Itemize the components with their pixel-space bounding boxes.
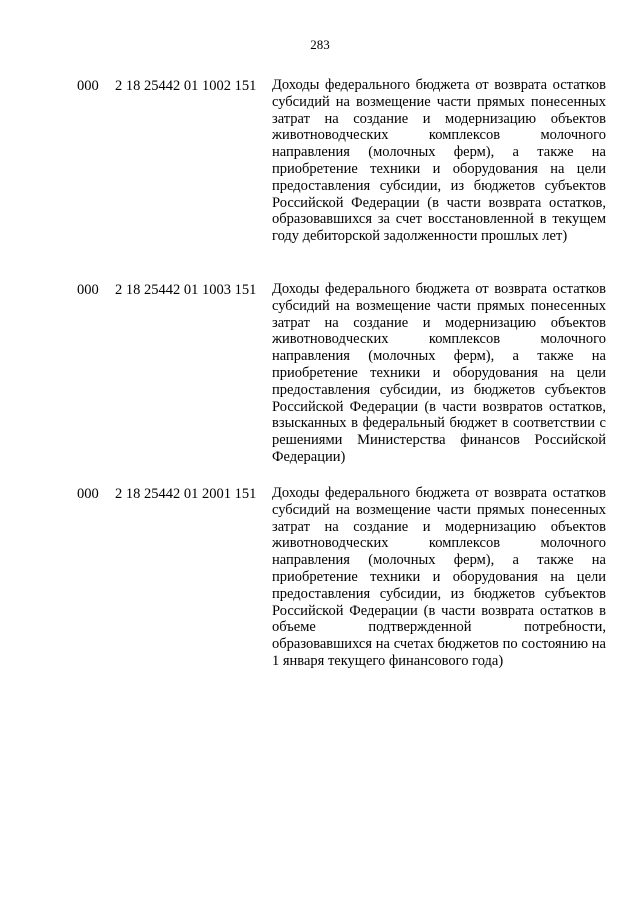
table-row — [0, 485, 640, 675]
kbk-code: 2 18 25442 01 1002 151 — [115, 78, 257, 94]
kbk-code: 2 18 25442 01 2001 151 — [115, 486, 257, 502]
income-description: Доходы федерального бюджета от возврата остатков субсидий на возмещение части прямых понесенных затрат на создание и модернизацию объектов животноводческих комплексов молочного направления (молочных ферм), а также на приобретение техники и оборудования на цели предоставления субсидии, из бюджетов субъектов Российской Федерации (в части возврата остатков в объеме подтвержденной потребности, образовавшихся на счетах бюджетов по состоянию на 1 января текущего финансового года) — [272, 485, 606, 669]
admin-code: 000 — [77, 282, 99, 298]
admin-code: 000 — [77, 486, 99, 502]
kbk-code: 2 18 25442 01 1003 151 — [115, 282, 257, 298]
classification-table — [0, 77, 640, 689]
table-row — [0, 77, 640, 267]
income-description: Доходы федерального бюджета от возврата остатков субсидий на возмещение части прямых понесенных затрат на создание и модернизацию объектов животноводческих комплексов молочного направления (молочных ферм), а также на приобретение техники и оборудования на цели предоставления субсидии, из бюджетов субъектов Российской Федерации (в части возврата остатков, образовавшихся за счет восстановленной в текущем году дебиторской задолженности прошлых лет) — [272, 77, 606, 245]
table-row — [0, 281, 640, 471]
admin-code: 000 — [77, 78, 99, 94]
page-number: 283 — [310, 37, 330, 52]
income-description: Доходы федерального бюджета от возврата остатков субсидий на возмещение части прямых понесенных затрат на создание и модернизацию объектов животноводческих комплексов молочного направления (молочных ферм), а также на приобретение техники и оборудования на цели предоставления субсидии, из бюджетов субъектов Российской Федерации (в части возвратов остатков, взысканных в федеральный бюджет в соответствии с решениями Министерства финансов Российской Федерации) — [272, 281, 606, 465]
